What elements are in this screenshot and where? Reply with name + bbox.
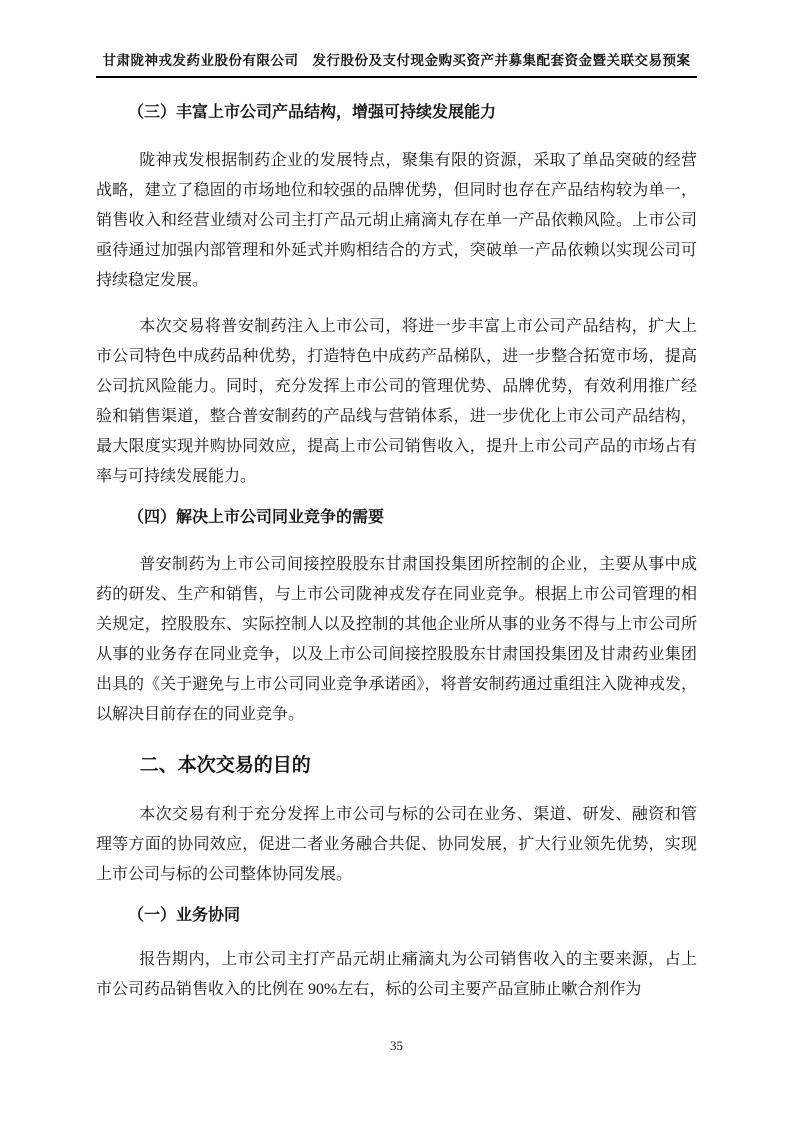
heading-section-1-business-synergy: （一）业务协同 [128, 907, 241, 924]
paragraph-synergy-overview: 本次交易有利于充分发挥上市公司与标的公司在业务、渠道、研发、融资和管理等方面的协同效应，促进二者业务融合共促、协同发展，扩大行业领先优势，实现上市公司与标的公司整体协同发展。 [96, 806, 697, 883]
heading-chapter-2-transaction-purpose: 二、本次交易的目的 [139, 755, 311, 776]
paragraph-competition-resolution: 普安制药为上市公司间接控股股东甘肃国投集团所控制的企业，主要从事中成药的研发、生产和销售，与上市公司陇神戎发存在同业竞争。根据上市公司管理的相关规定，控股股东、实际控制人以及控制的其他企业所从事的业务不得与上市公司所从事的业务存在同业竞争，以及上市公司间接控股股东甘肃国投集团及甘肃药业集团出具的《关于避免与上市公司同业竞争承诺函》，将普安制药通过重组注入陇神戎发，以解决目前存在的同业竞争。 [96, 556, 697, 723]
heading-section-4-competition: （四）解决上市公司同业竞争的需要 [128, 509, 385, 526]
paragraph-reporting-period-revenue: 报告期内，上市公司主打产品元胡止痛滴丸为公司销售收入的主要来源，占上市公司药品销售收入的比例在 90%左右，标的公司主要产品宣肺止嗽合剂作为 [96, 951, 697, 998]
heading-section-3-product-structure: （三）丰富上市公司产品结构，增强可持续发展能力 [128, 104, 497, 121]
paragraph-transaction-injection: 本次交易将普安制药注入上市公司，将进一步丰富上市公司产品结构，扩大上市公司特色中成药品种优势，打造特色中成药产品梯队，进一步整合拓宽市场，提高公司抗风险能力。同时，充分发挥上市公司的管理优势、品牌优势，有效利用推广经验和销售渠道，整合普安制药的产品线与营销体系，进一步优化上市公司产品结构，最大限度实现并购协同效应，提高上市公司销售收入，提升上市公司产品的市场占有率与可持续发展能力。 [96, 318, 697, 485]
document-body [96, 78, 697, 1005]
document-header [96, 49, 697, 78]
header-title: 甘肃陇神戎发药业股份有限公司 发行股份及支付现金购买资产并募集配套资金暨关联交易预案 [102, 53, 691, 68]
paragraph-single-product-risk: 陇神戎发根据制药企业的发展特点，聚集有限的资源，采取了单品突破的经营战略，建立了稳固的市场地位和较强的品牌优势，但同时也存在产品结构较为单一，销售收入和经营业绩对公司主打产品元胡止痛滴丸存在单一产品依赖风险。上市公司亟待通过加强内部管理和外延式并购相结合的方式，突破单一产品依赖以实现公司可持续稳定发展。 [96, 152, 697, 289]
page-number: 35 [390, 1038, 403, 1053]
